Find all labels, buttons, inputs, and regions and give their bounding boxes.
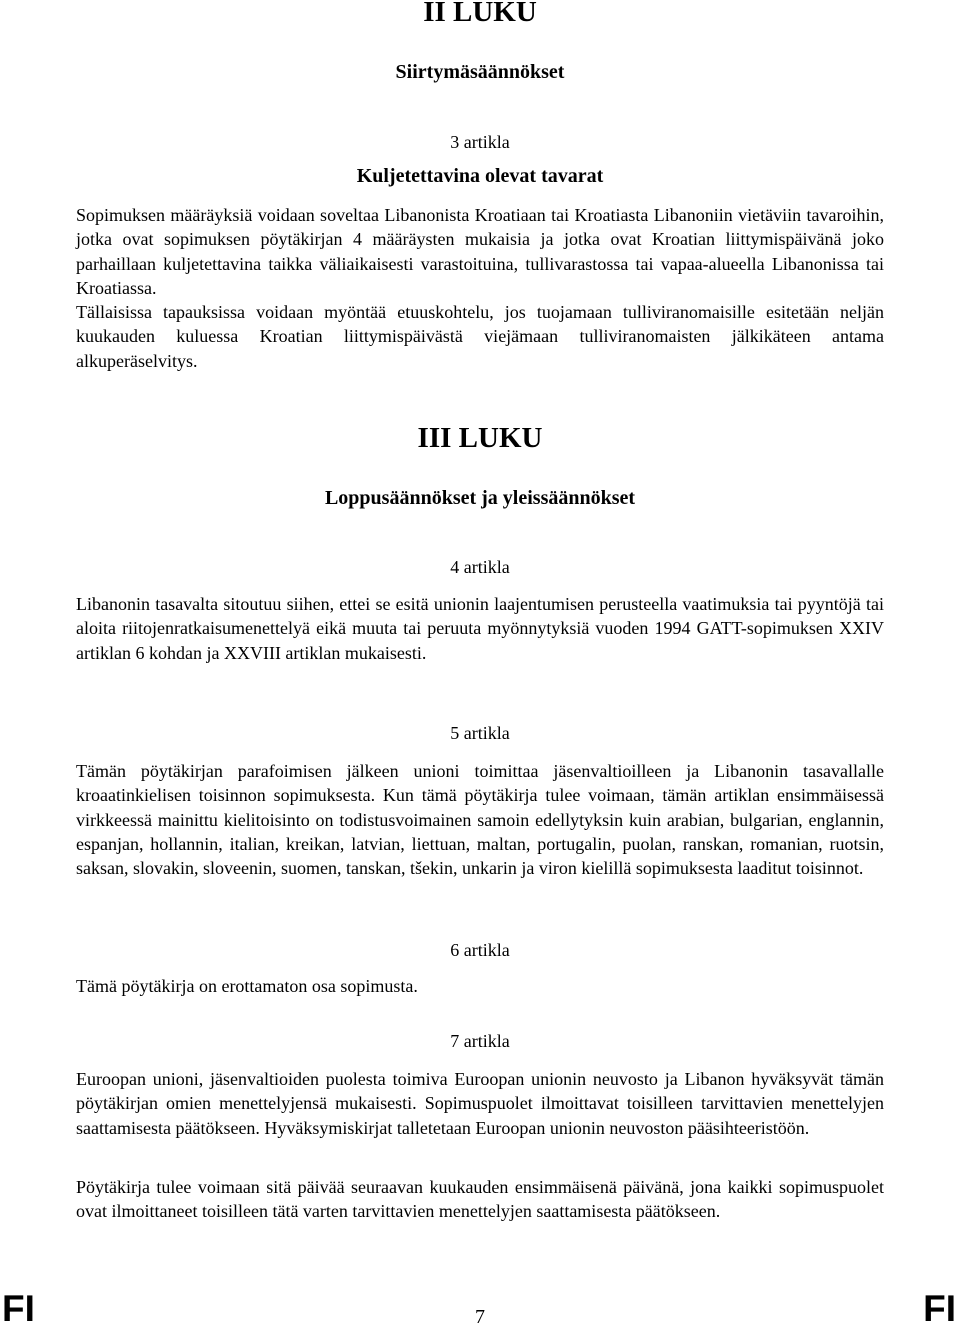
article-7-label: 7 artikla	[450, 1031, 510, 1051]
article-3-paragraph-2: Tällaisissa tapauksissa voidaan myöntää etuuskohtelu, jos tuojamaan tulliviranomaisille esitetään neljän kuukauden kuluessa Kroatian liittymispäivästä viejämaan tulliviranomaisten jälkikäteen antama alkuperäselvitys.	[76, 302, 884, 371]
chapter-ii-title: II LUKU	[423, 0, 537, 28]
chapter-iii-title: III LUKU	[417, 422, 543, 454]
article-6-paragraph: Tämä pöytäkirja on erottamaton osa sopimusta.	[76, 976, 418, 996]
article-3-title: Kuljetettavina olevat tavarat	[356, 165, 604, 187]
article-7-paragraph-1: Euroopan unioni, jäsenvaltioiden puolesta toimiva Euroopan unionin neuvosto ja Libanon hyväksyvät tämän pöytäkirjan omien menettelyjensä mukaisesti. Sopimuspuolet ilmoittavat toisilleen tarvittavien menettelyjen saattamisesta päätökseen. Hyväksymiskirjat talletetaan Euroopan unionin neuvoston pääsihteeristöön.	[76, 1069, 884, 1138]
article-5-label: 5 artikla	[450, 723, 510, 743]
article-5-paragraph: Tämän pöytäkirjan parafoimisen jälkeen unioni toimittaa jäsenvaltioilleen ja Libanonin tasavallalle kroaatinkielisen toisinnon sopimuksesta. Kun tämä pöytäkirja tulee voimaan, tämän artiklan ensimmäisessä virkkeessä mainittu kielitoisinto on todistusvoimainen samoin edellytyksin kuin arabian, bulgarian, englannin, espanjan, hollannin, italian, kreikan, latvian, liettuan, maltan, portugalin, puolan, ranskan, romanian, ruotsin, saksan, slovakin, sloveenin, suomen, tanskan, tšekin, unkarin ja viron kielillä sopimuksesta laaditut toisinnot.	[76, 761, 884, 879]
page-number: 7	[475, 1306, 485, 1328]
article-4-label: 4 artikla	[450, 557, 510, 577]
article-3-label: 3 artikla	[450, 132, 510, 152]
language-code-right: FI	[923, 1288, 956, 1329]
chapter-iii-subtitle: Loppusäännökset ja yleissäännökset	[324, 487, 636, 509]
article-4-paragraph: Libanonin tasavalta sitoutuu siihen, ettei se esitä unionin laajentumisen perusteella vaatimuksia tai pyyntöjä tai aloita riitojenratkaisumenettelyä eikä muuta tai peruuta myönnytyksiä vuoden 1994 GATT-sopimuksen XXIV artiklan 6 kohdan ja XXVIII artiklan mukaisesti.	[76, 594, 884, 663]
article-6-label: 6 artikla	[450, 940, 510, 960]
article-3-paragraph-1: Sopimuksen määräyksiä voidaan soveltaa Libanonista Kroatiaan tai Kroatiasta Libanoniin vietäviin tavaroihin, jotka ovat sopimuksen pöytäkirjan 4 määräysten mukaisia ja jotka ovat Kroatian liittymispäivänä joko parhaillaan kuljetettavina taikka väliaikaisesti varastoituina, tullivarastossa tai vapaa-alueella Libanonissa tai Kroatiassa.	[76, 205, 884, 298]
language-code-left: FI	[2, 1288, 35, 1329]
article-7-paragraph-2: Pöytäkirja tulee voimaan sitä päivää seuraavan kuukauden ensimmäisenä päivänä, jona kaikki sopimuspuolet ovat ilmoittaneet toisilleen tätä varten tarvittavien menettelyjen saattamisesta päätökseen.	[76, 1177, 884, 1222]
chapter-ii-subtitle: Siirtymäsäännökset	[395, 61, 565, 83]
